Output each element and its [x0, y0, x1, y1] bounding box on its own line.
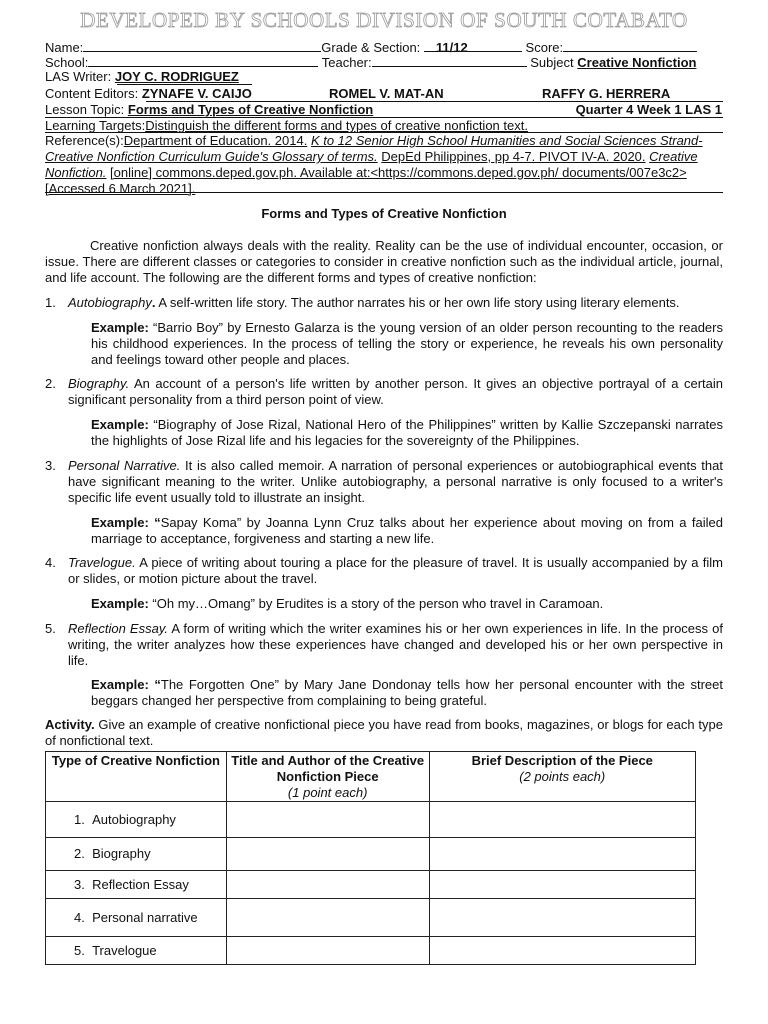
ref-label: Reference(s): — [45, 133, 124, 148]
header-description-points: (2 points each) — [519, 769, 606, 784]
table-row — [46, 899, 696, 937]
item-number: 1. — [45, 295, 56, 310]
description-cell[interactable] — [429, 871, 696, 899]
title-author-cell[interactable] — [226, 838, 429, 871]
item-term-dot: . — [151, 295, 156, 310]
grade-label: Grade & Section: — [321, 40, 421, 55]
editor-1: ZYNAFE V. CAIJO — [141, 86, 252, 101]
example-label: Example: “ — [91, 515, 161, 530]
item-definition: A piece of writing about touring a place for the pleasure of travel. It is usually accompanied by a film or slides, or motion picture about the travel. — [68, 555, 723, 586]
table-row — [46, 838, 696, 871]
header-description — [429, 752, 696, 802]
description-cell[interactable] — [429, 802, 696, 838]
list-item — [68, 555, 723, 587]
row-number: 2. — [74, 846, 85, 861]
name-field[interactable] — [83, 39, 321, 52]
ref-part-d: Creative Nonfiction. — [45, 149, 698, 180]
activity-instructions — [45, 717, 723, 749]
school-label: School: — [45, 55, 89, 70]
list-item — [68, 621, 723, 669]
header-title-author-points: (1 point each) — [287, 785, 368, 800]
example — [91, 677, 723, 709]
type-cell — [46, 937, 227, 965]
score-label: Score: — [525, 40, 564, 55]
item-number: 4. — [45, 555, 56, 570]
title-author-cell[interactable] — [226, 937, 429, 965]
subject-label: Subject — [530, 55, 574, 70]
editor-2: ROMEL V. MAT-AN — [329, 86, 444, 101]
row-number: 5. — [74, 942, 85, 958]
ref-part-c: DepEd Philippines, pp 4-7. PIVOT IV-A. 2020. — [381, 149, 646, 164]
grade-field[interactable] — [424, 40, 522, 55]
example — [91, 320, 723, 368]
example-label: Example: — [91, 320, 149, 335]
header-title-author-text: Title and Author of the Creative Nonfiction Piece — [231, 753, 425, 784]
school-field[interactable] — [88, 54, 318, 67]
type-cell — [46, 838, 227, 871]
title-author-cell[interactable] — [226, 871, 429, 899]
targets-value: Distinguish the different forms and types of creative nonfiction text. — [145, 118, 528, 133]
header-row-school — [45, 54, 723, 70]
item-term: Personal Narrative. — [68, 458, 181, 473]
description-cell[interactable] — [429, 937, 696, 965]
header-description-text: Brief Description of the Piece — [471, 753, 653, 768]
writer-value: JOY C. RODRIGUEZ — [114, 69, 239, 84]
ref-part-a: Department of Education. 2014. — [123, 133, 308, 148]
example — [91, 596, 723, 612]
header-row-targets — [45, 118, 723, 133]
activity-table — [45, 751, 696, 965]
row-number: 3. — [74, 876, 85, 892]
list-item — [68, 458, 723, 506]
row-type: Travelogue — [92, 942, 157, 958]
item-term: Travelogue. — [68, 555, 136, 570]
item-definition: A form of writing which the writer examines his or her own experiences in life. In the process of writing, the writer analyzes how these experiences have changed and developed his or her own perspective in life. — [68, 621, 723, 668]
ref-part-e: [online] commons.deped.gov.ph. Available at:<https://commons.deped.gov.ph/ documents/007e3c2> [Accessed 6 March 2021]. — [45, 165, 687, 196]
example-label: Example: “ — [91, 677, 161, 692]
row-number: 4. — [74, 909, 85, 925]
activity-text: Give an example of creative nonfictional piece you have read from books, magazines, or blogs for each type of nonfictional text. — [45, 717, 723, 748]
example-text: “Biography of Jose Rizal, National Hero of the Philippines” written by Kallie Szczepanski narrates the highlights of Jose Rizal life and his legacies for the sovereignty of the Philippines. — [91, 417, 723, 448]
references — [45, 133, 723, 197]
row-type: Personal narrative — [92, 909, 198, 925]
header-type-text: Type of Creative Nonfiction — [51, 753, 220, 768]
subject-value: Creative Nonfiction — [577, 55, 697, 70]
description-cell[interactable] — [429, 838, 696, 871]
example — [91, 515, 723, 547]
type-cell — [46, 802, 227, 838]
title-author-cell[interactable] — [226, 802, 429, 838]
topic-label: Lesson Topic: — [45, 102, 125, 117]
item-number: 2. — [45, 376, 56, 391]
row-type: Autobiography — [92, 811, 176, 827]
title-author-cell[interactable] — [226, 899, 429, 937]
header-title-author — [226, 752, 429, 802]
row-type: Reflection Essay — [92, 876, 189, 892]
example-text: “Oh my…Omang” by Erudites is a story of the person who travel in Caramoan. — [148, 596, 604, 611]
example-label: Example: — [91, 596, 149, 611]
name-label: Name: — [45, 40, 84, 55]
table-row — [46, 802, 696, 838]
header-row-writer — [45, 69, 723, 84]
item-definition: It is also called memoir. A narration of personal experiences or autobiographical events that have significant meaning to the writer. Unlike autobiography, a personal narrative is only focused to a writer's specific life event usually told to illustrate an insight. — [68, 458, 723, 505]
intro-paragraph: Creative nonfiction always deals with the reality. Reality can be the use of individual encounter, occasion, or issue. There are different classes or categories to consider in creative nonfiction such as the individual article, journal, and life account. The following are the different forms and types of creative nonfiction: — [45, 238, 723, 285]
quarter-label: Quarter 4 Week 1 LAS 1 — [575, 102, 722, 117]
writer-label: LAS Writer: — [45, 69, 112, 84]
example-text: The Forgotten One” by Mary Jane Dondonay tells how her personal encounter with the street beggars changed her perspective from complaining to being grateful. — [91, 677, 723, 708]
row-type: Biography — [92, 846, 151, 861]
table-row — [46, 871, 696, 899]
ref-part-b: K to 12 Senior High School Humanities and Social Sciences Strand- Creative Nonfiction Curriculum Guide's Glossary of terms. — [45, 133, 703, 164]
targets-label: Learning Targets: — [45, 118, 146, 133]
example-text: Sapay Koma” by Joanna Lynn Cruz talks about her experience about moving on from a failed marriage to acceptance, forgiveness and starting a new life. — [91, 515, 723, 546]
table-row — [46, 937, 696, 965]
item-number: 3. — [45, 458, 56, 473]
item-term: Biography. — [68, 376, 130, 391]
list-item — [68, 295, 723, 311]
header-type — [46, 752, 227, 802]
teacher-field[interactable] — [372, 54, 527, 67]
example-text: “Barrio Boy” by Ernesto Galarza is the young version of an older person recounting to the readers his childhood experiences. In the process of telling the story or experience, he reveals his own personality and feelings toward other people and places. — [91, 320, 723, 367]
item-number: 5. — [45, 621, 56, 636]
item-term: Autobiography — [68, 295, 152, 310]
grade-value: 11/12 — [435, 40, 468, 55]
teacher-label: Teacher: — [321, 55, 372, 70]
item-term: Reflection Essay. — [68, 621, 168, 636]
type-cell — [46, 871, 227, 899]
table-header-row — [46, 752, 696, 802]
watermark-header: DEVELOPED BY SCHOOLS DIVISION OF SOUTH COTABATO — [80, 8, 688, 32]
list-item — [68, 376, 723, 408]
activity-label: Activity. — [45, 717, 95, 732]
score-field[interactable] — [563, 39, 697, 52]
header-row-name — [45, 39, 723, 55]
type-cell — [46, 899, 227, 937]
description-cell[interactable] — [429, 899, 696, 937]
page-title: Forms and Types of Creative Nonfiction — [261, 206, 507, 221]
editor-3: RAFFY G. HERRERA — [542, 86, 671, 101]
item-definition: A self-written life story. The author narrates his or her own life story using literary elements. — [155, 295, 680, 310]
example — [91, 417, 723, 449]
editors-label: Content Editors: — [45, 86, 139, 101]
topic-value: Forms and Types of Creative Nonfiction — [127, 102, 374, 117]
example-label: Example: — [91, 417, 149, 432]
row-number: 1. — [74, 811, 85, 827]
item-definition: An account of a person's life written by another person. It gives an objective portrayal of a certain significant personality from a third person point of view. — [68, 376, 723, 407]
